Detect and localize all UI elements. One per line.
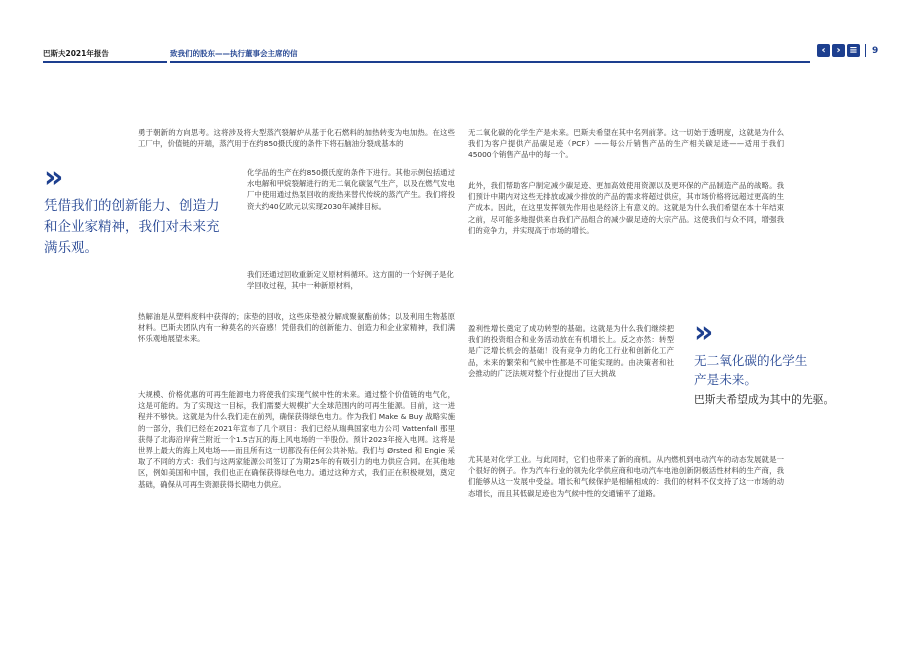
menu-button[interactable] — [847, 44, 860, 57]
page-navigation — [817, 44, 878, 57]
prev-page-button[interactable] — [817, 44, 830, 57]
pull-quote-innovation: 凭借我们的创新能力、创造力和企业家精神，我们对未来充满乐观。 — [44, 198, 220, 256]
left-energy-paragraph: 大规模、价格优惠的可再生能源电力将使我们实现气候中性的未来。通过整个价值链的电气化，这是可能的。为了实现这一目标，我们需要大规模扩大全球范围内的可再生能源。目前，这一进程并不够快。这就是为什么我们走在前列，确保获得绿色电力。作为我们 Make & Buy 战略实施的一部分，我们已经在2021年宣布了几个项目：我们已经从瑞典国家电力公司 Vattenfall 那里获得了北海沿岸荷兰附近一个1.5吉瓦的海上风电场的一半股份。预计2023年接入电网。这将是世界上最大的海上风电场——而且所有这一切都没有任何公共补贴。我们与 Ørsted 和 Engie 采取了不同的方式：我们与这两家能源公司签订了为期25年的有吸引力的电力供应合同。在其他地区，例如美国和中国，我们也正在确保获得绿色电力。通过这种方式，我们正在积极规划，奠定基础，确保从可再生资源获得长期电力供应。 — [138, 390, 455, 489]
right-help-paragraph: 此外，我们帮助客户制定减少碳足迹、更加高效使用资源以及更环保的产品制造产品的战略。我们预计中期内对这些无排放或减少排放的产品的需求将超过供应，其市场价格将远超过更高的生产成本。因此，在这里发挥领先作用也是经济上有意义的。这就是为什么我们希望在本十年结束之前，尽可能多地提供来自我们产品组合的减少碳足迹的大宗产品。这使我们与众不同，增强我们的竞争力，并实现高于市场的增长。 — [468, 181, 784, 235]
report-title: 巴斯夫2021年报告 — [43, 48, 167, 63]
chevron-right-icon: › — [836, 44, 841, 56]
left-indent-paragraph: 化学品的生产在约850摄氏度的条件下进行。其他示例包括通过水电解和甲烷裂解进行的无二氧化碳氢气生产，以及在燃气发电厂中使用通过热泵回收的废热来替代传统的蒸汽产生。我们将投资大约40亿欧元以实现2030年减排目标。 — [247, 168, 455, 211]
quote-mark-icon: » — [694, 315, 709, 350]
right-auto-paragraph: 尤其是对化学工业。与此同时，它们也带来了新的商机。从内燃机到电动汽车的动态发展就是一个很好的例子。作为汽车行业的领先化学供应商和电动汽车电池创新阴极活性材料的生产商，我们能够从这一发展中受益。增长和气候保护是相辅相成的：我们的材料不仅支持了这一市场的动态增长，而且其低碳足迹也为气候中性的交通铺平了道路。 — [468, 455, 784, 498]
pull-quote-pioneer: 巴斯夫希望成为其中的先驱。 — [694, 393, 835, 406]
left-pyrolysis-paragraph: 热解油是从塑料废料中获得的；床垫的回收，这些床垫被分解成聚氨酯前体；以及利用生物基原材料。巴斯夫团队内有一种莫名的兴奋感！凭借我们的创新能力、创造力和企业家精神，我们满怀乐观地展望未来。 — [138, 312, 455, 344]
menu-icon: ≡ — [849, 44, 858, 56]
left-top-paragraph: 勇于朝新的方向思考。这将涉及将大型蒸汽裂解炉从基于化石燃料的加热转变为电加热。在这些工厂中，价值链的开端，蒸汽用于在约850摄氏度的条件下将石脑油分裂成基本的 — [138, 128, 455, 149]
left-recycle-paragraph: 我们还通过回收重新定义原材料循环。这方面的一个好例子是化学回收过程，其中一种新原材料， — [247, 270, 454, 291]
right-profit-paragraph: 盈利性增长奠定了成功转型的基础。这就是为什么我们继续把我们的投资组合和业务活动放在有机增长上。反之亦然：转型是广泛增长机会的基础！没有竞争力的化工行业和创新化工产品，未来的繁荣和气候中性都是不可能实现的。由决策者和社会推动的广泛法规对整个行业提出了巨大挑战 — [468, 324, 674, 378]
page-number: 9 — [872, 45, 879, 56]
nav-divider — [865, 44, 866, 57]
section-title: 致我们的股东——执行董事会主席的信 — [170, 48, 810, 63]
pull-quote-co2: 无二氧化碳的化学生产是未来。 — [694, 353, 808, 387]
quote-mark-icon: » — [44, 160, 59, 195]
next-page-button[interactable] — [832, 44, 845, 57]
right-top-paragraph: 无二氧化碳的化学生产是未来。巴斯夫希望在其中名列前茅。这一切始于透明度，这就是为什么我们为客户提供产品碳足迹（PCF）——每公斤销售产品的生产相关碳足迹——适用于我们45000个销售产品中的每一个。 — [468, 128, 784, 160]
chevron-left-icon: ‹ — [821, 44, 826, 56]
